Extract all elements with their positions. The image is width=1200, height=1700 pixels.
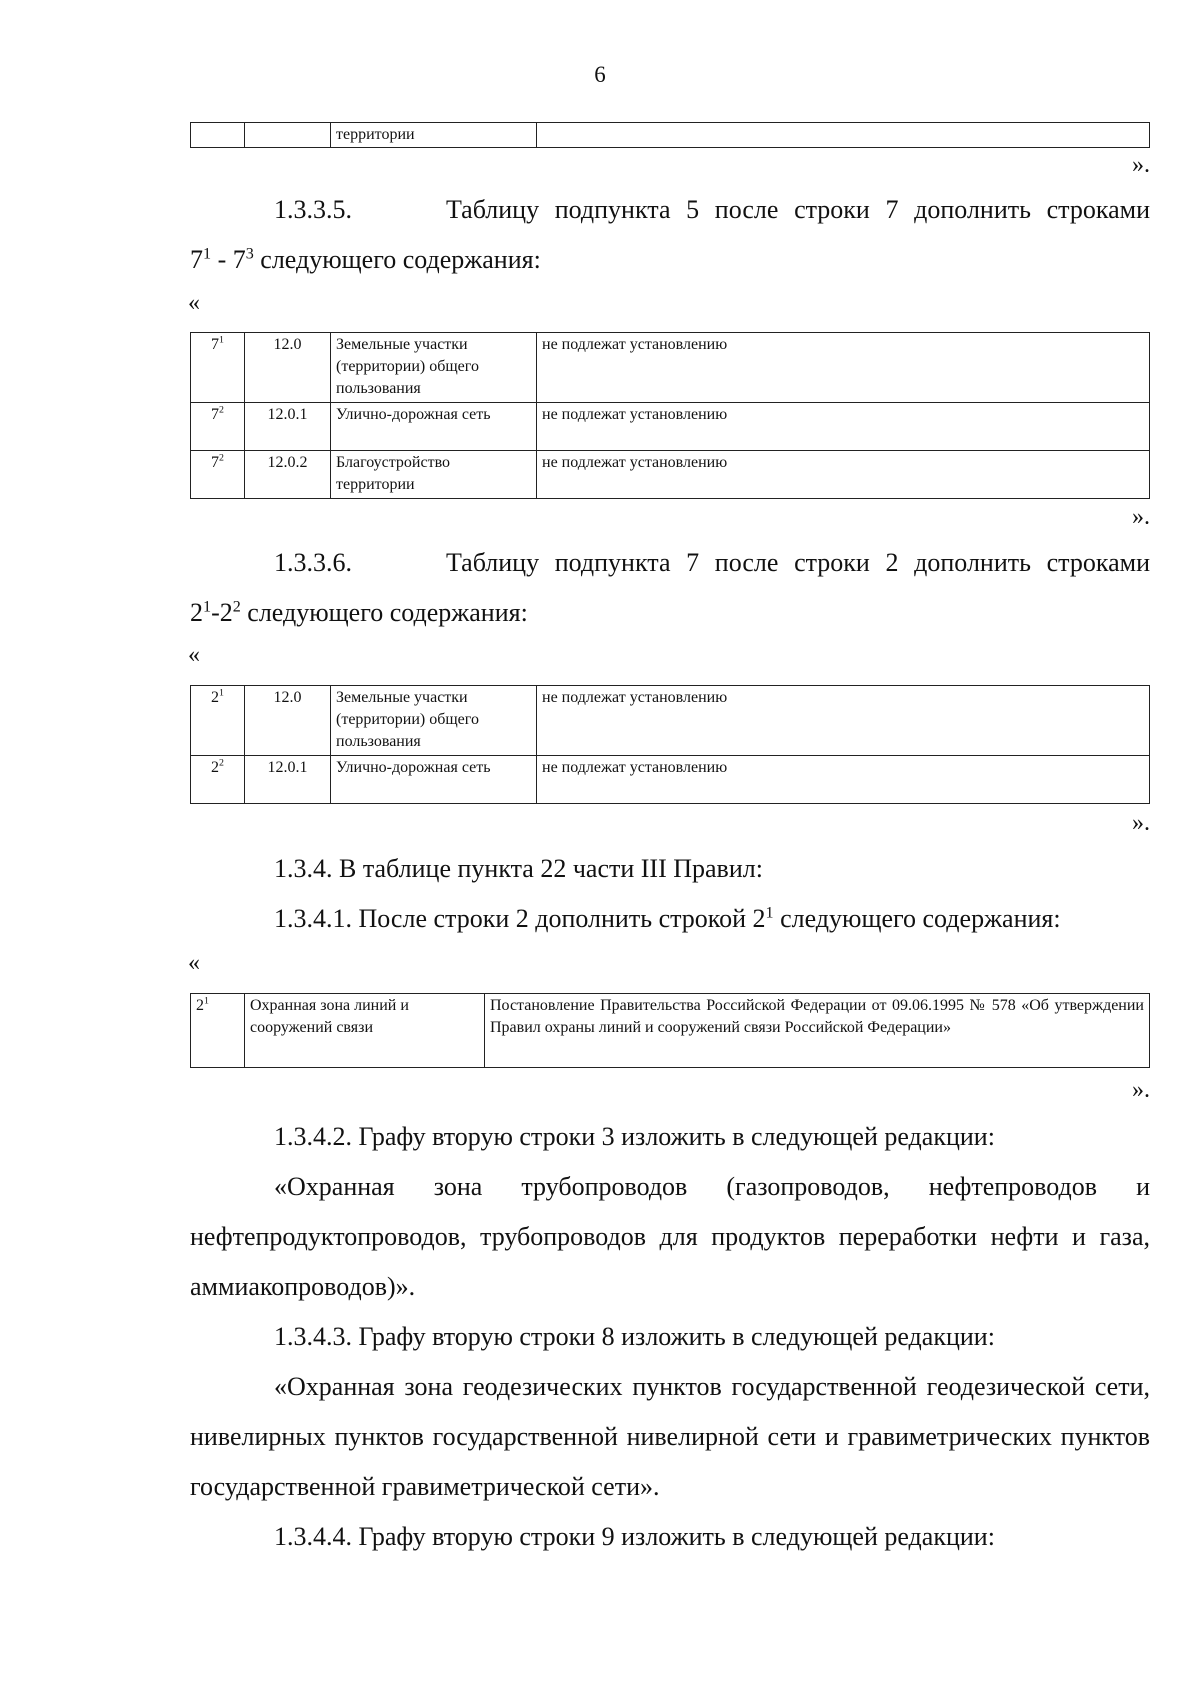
quoted-text-1342 (190, 1162, 1150, 1312)
row-ref: -2 (211, 598, 233, 627)
table-1335 (190, 332, 1150, 499)
table-cell (245, 123, 331, 148)
paragraph-1336 (190, 538, 1150, 588)
code-cell: 12.0 (245, 333, 331, 403)
code-cell: 12.0.1 (245, 756, 331, 804)
row-number: $2^1$ (191, 686, 245, 756)
clause-text: 1.3.4.4. Графу вторую строки 9 изложить в следующей редакции: (274, 1522, 995, 1551)
table-row (191, 451, 1150, 499)
value-cell: не подлежат установлению (537, 756, 1150, 804)
row-number: $2^1$ (191, 994, 245, 1068)
value-cell: не подлежат установлению (537, 333, 1150, 403)
name-cell: Благоустройство территории (331, 451, 537, 499)
close-quote: ». (1132, 152, 1150, 178)
table-1336 (190, 685, 1150, 804)
superscript: 1 (765, 904, 774, 922)
close-quote: ». (1132, 810, 1150, 836)
row-number: $7^2$ (191, 403, 245, 451)
code-cell: 12.0 (245, 686, 331, 756)
table-cell (191, 123, 245, 148)
paragraph-1344 (190, 1512, 1150, 1562)
value-cell: не подлежат установлению (537, 451, 1150, 499)
name-cell: Улично-дорожная сеть (331, 756, 537, 804)
clause-text: следующего содержания: (773, 904, 1061, 933)
superscript: 2 (232, 598, 241, 616)
close-quote: ». (1132, 504, 1150, 530)
page-number: 6 (594, 62, 606, 87)
row-ref: 7 (190, 245, 203, 274)
clause-text: следующего содержания: (240, 598, 528, 627)
clause-text: 1.3.4.2. Графу вторую строки 3 изложить в следующей редакции: (274, 1122, 995, 1151)
name-cell: Улично-дорожная сеть (331, 403, 537, 451)
table-row (191, 403, 1150, 451)
value-cell: не подлежат установлению (537, 403, 1150, 451)
code-cell: 12.0.2 (245, 451, 331, 499)
table-row (191, 686, 1150, 756)
clause-text: Таблицу подпункта 5 после строки 7 дополнить строками (445, 195, 1150, 224)
code-cell: 12.0.1 (245, 403, 331, 451)
clause-text: 1.3.4.1. После строки 2 дополнить строкой 2 (274, 904, 766, 933)
name-cell: Земельные участки (территории) общего пользования (331, 686, 537, 756)
paragraph-1341 (190, 894, 1150, 944)
row-number: $7^2$ (191, 451, 245, 499)
table-row (191, 756, 1150, 804)
quoted-text: «Охранная зона геодезических пунктов государственной геодезической сети, нивелирных пунктов государственной нивелирной сети и гравиметрических пунктов государственной гравиметрической сети». (190, 1372, 1150, 1501)
open-quote: « (188, 950, 200, 976)
clause-number: 1.3.3.5. (274, 195, 352, 224)
row-ref: 2 (190, 598, 203, 627)
close-quote: ». (1132, 1077, 1150, 1103)
row-number: $2^2$ (191, 756, 245, 804)
clause-number: 1.3.3.6. (274, 548, 352, 577)
table-cell: территории (331, 123, 537, 148)
superscript: 3 (245, 245, 254, 263)
paragraph-134 (190, 844, 1150, 894)
open-quote: « (188, 642, 200, 668)
table-1341 (190, 993, 1150, 1068)
quoted-text: «Охранная зона трубопроводов (газопроводов, нефтепроводов и нефтепродуктопроводов, трубопроводов для продуктов переработки нефти и газа, аммиакопроводов)». (190, 1172, 1150, 1301)
superscript: 1 (203, 245, 212, 263)
paragraph-1335 (190, 185, 1150, 235)
clause-text: 1.3.4. В таблице пункта 22 части III Правил: (274, 854, 763, 883)
paragraph-1343 (190, 1312, 1150, 1362)
continuation-table (190, 122, 1150, 148)
paragraph-1342 (190, 1112, 1150, 1162)
value-cell: Постановление Правительства Российской Федерации от 09.06.1995 № 578 «Об утверждении Правил охраны линий и сооружений связи Российской Федерации» (485, 994, 1150, 1068)
open-quote: « (188, 290, 200, 316)
row-ref: - 7 (211, 245, 246, 274)
value-cell: не подлежат установлению (537, 686, 1150, 756)
row-number: $7^1$ (191, 333, 245, 403)
clause-text: 1.3.4.3. Графу вторую строки 8 изложить в следующей редакции: (274, 1322, 995, 1351)
paragraph-1335-cont (190, 235, 1150, 285)
table-row (191, 994, 1150, 1068)
clause-text: следующего содержания: (253, 245, 541, 274)
name-cell: Земельные участки (территории) общего пользования (331, 333, 537, 403)
table-row (191, 123, 1150, 148)
superscript: 1 (203, 598, 212, 616)
table-row (191, 333, 1150, 403)
paragraph-1336-cont (190, 588, 1150, 638)
quoted-text-1343 (190, 1362, 1150, 1512)
name-cell: Охранная зона линий и сооружений связи (245, 994, 485, 1068)
clause-text: Таблицу подпункта 7 после строки 2 дополнить строками (445, 548, 1150, 577)
table-cell (537, 123, 1150, 148)
